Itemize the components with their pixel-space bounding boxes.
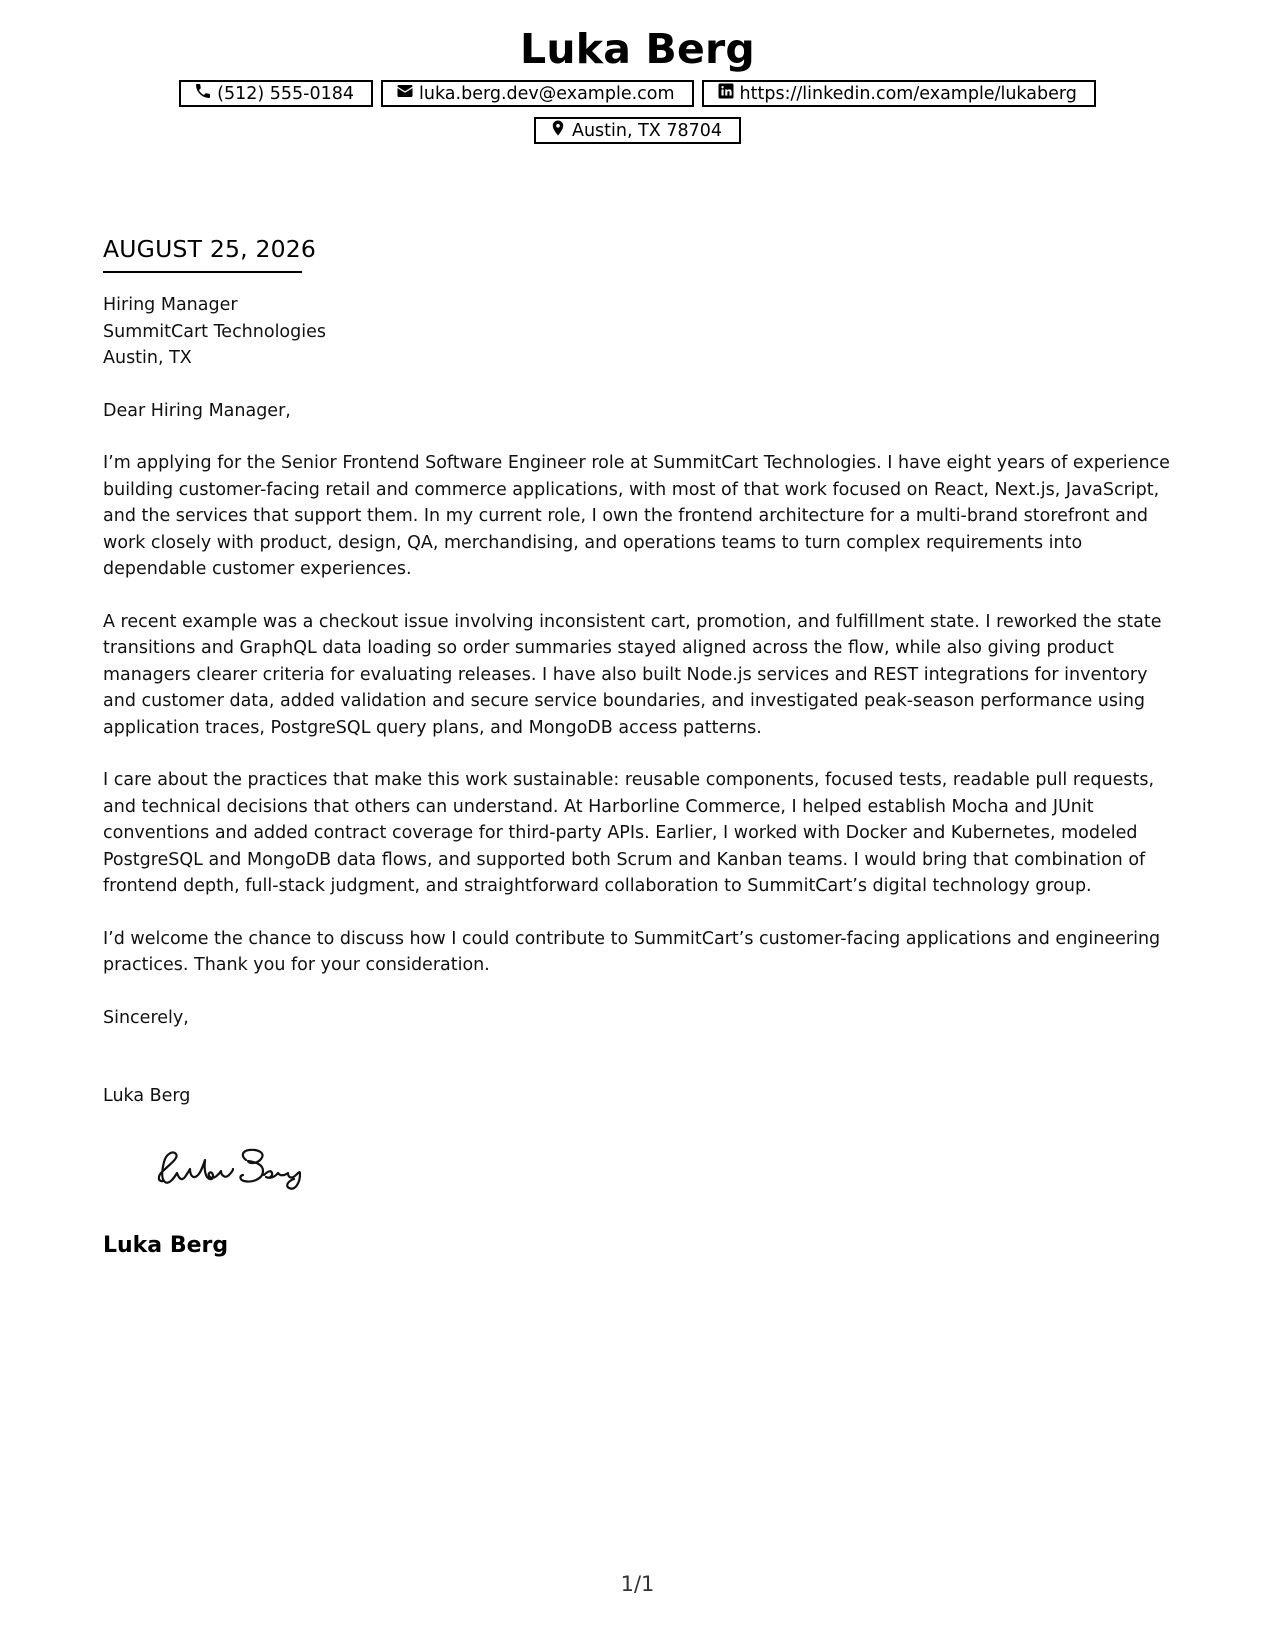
phone-contact-chip[interactable] [179, 80, 373, 107]
bold-signature-name: Luka Berg [103, 1233, 229, 1258]
linkedin-icon [717, 82, 735, 105]
recipient-line: Austin, TX [103, 348, 192, 368]
page-number-indicator: 1/1 [620, 1572, 655, 1596]
letter-body [103, 292, 1178, 1110]
applicant-name-heading: Luka Berg [520, 25, 755, 73]
location-contact-chip [534, 117, 741, 144]
linkedin-url-text: https://linkedin.com/example/lukaberg [739, 83, 1077, 104]
body-paragraph: I care about the practices that make this work sustainable: reusable components, focused tests, readable pull requests, and technical decisions that others can understand. At Harborline Commerce, I helped establish Mocha and JUnit conventions and added contract coverage for third-party APIs. Earlier, I worked with Docker and Kubernetes, modeled PostgreSQL and MongoDB data flows, and supported both Scrum and Kanban teams. I would bring that combination of frontend depth, full-stack judgment, and straightforward collaboration to SummitCart’s digital technology group. [103, 770, 1155, 896]
linkedin-contact-chip[interactable] [702, 80, 1096, 107]
salutation: Dear Hiring Manager, [103, 400, 291, 421]
handwritten-signature [149, 1140, 319, 1198]
email-contact-chip[interactable] [381, 80, 694, 107]
phone-number-text: (512) 555-0184 [217, 83, 355, 104]
recipient-line: Hiring Manager [103, 295, 238, 315]
typed-signature-name: Luka Berg [103, 1086, 191, 1106]
body-paragraph: I’d welcome the chance to discuss how I could contribute to SummitCart’s customer-facing applications and engineering practices. Thank you for your consideration. [103, 928, 1161, 975]
closing-line: Sincerely, [103, 1007, 189, 1028]
contact-row-secondary [0, 117, 1275, 144]
envelope-icon [396, 82, 414, 105]
body-paragraph: A recent example was a checkout issue involving inconsistent cart, promotion, and fulfillment state. I reworked the state transitions and GraphQL data loading so order summaries stayed aligned across the flow, while also giving product managers clearer criteria for evaluating releases. I have also built Node.js services and REST integrations for inventory and customer data, added validation and secure service boundaries, and investigated peak-season performance using application traces, PostgreSQL query plans, and MongoDB access patterns. [103, 611, 1162, 738]
recipient-block [103, 292, 1178, 372]
contact-row-primary [0, 80, 1275, 107]
recipient-line: SummitCart Technologies [103, 321, 326, 342]
date-underline-divider [103, 271, 302, 273]
email-address-text: luka.berg.dev@example.com [419, 83, 675, 104]
map-pin-icon [549, 119, 567, 142]
body-paragraph: I’m applying for the Senior Frontend Software Engineer role at SummitCart Technologies. I have eight years of experience building customer-facing retail and commerce applications, with most of that work focused on React, Next.js, JavaScript, and the services that support them. In my current role, I own the frontend architecture for a multi-brand storefront and work closely with product, design, QA, merchandising, and operations teams to turn complex requirements into dependable customer experiences. [103, 453, 1170, 579]
location-text: Austin, TX 78704 [571, 120, 723, 141]
phone-icon [194, 82, 212, 105]
letter-date: AUGUST 25, 2026 [103, 235, 317, 263]
